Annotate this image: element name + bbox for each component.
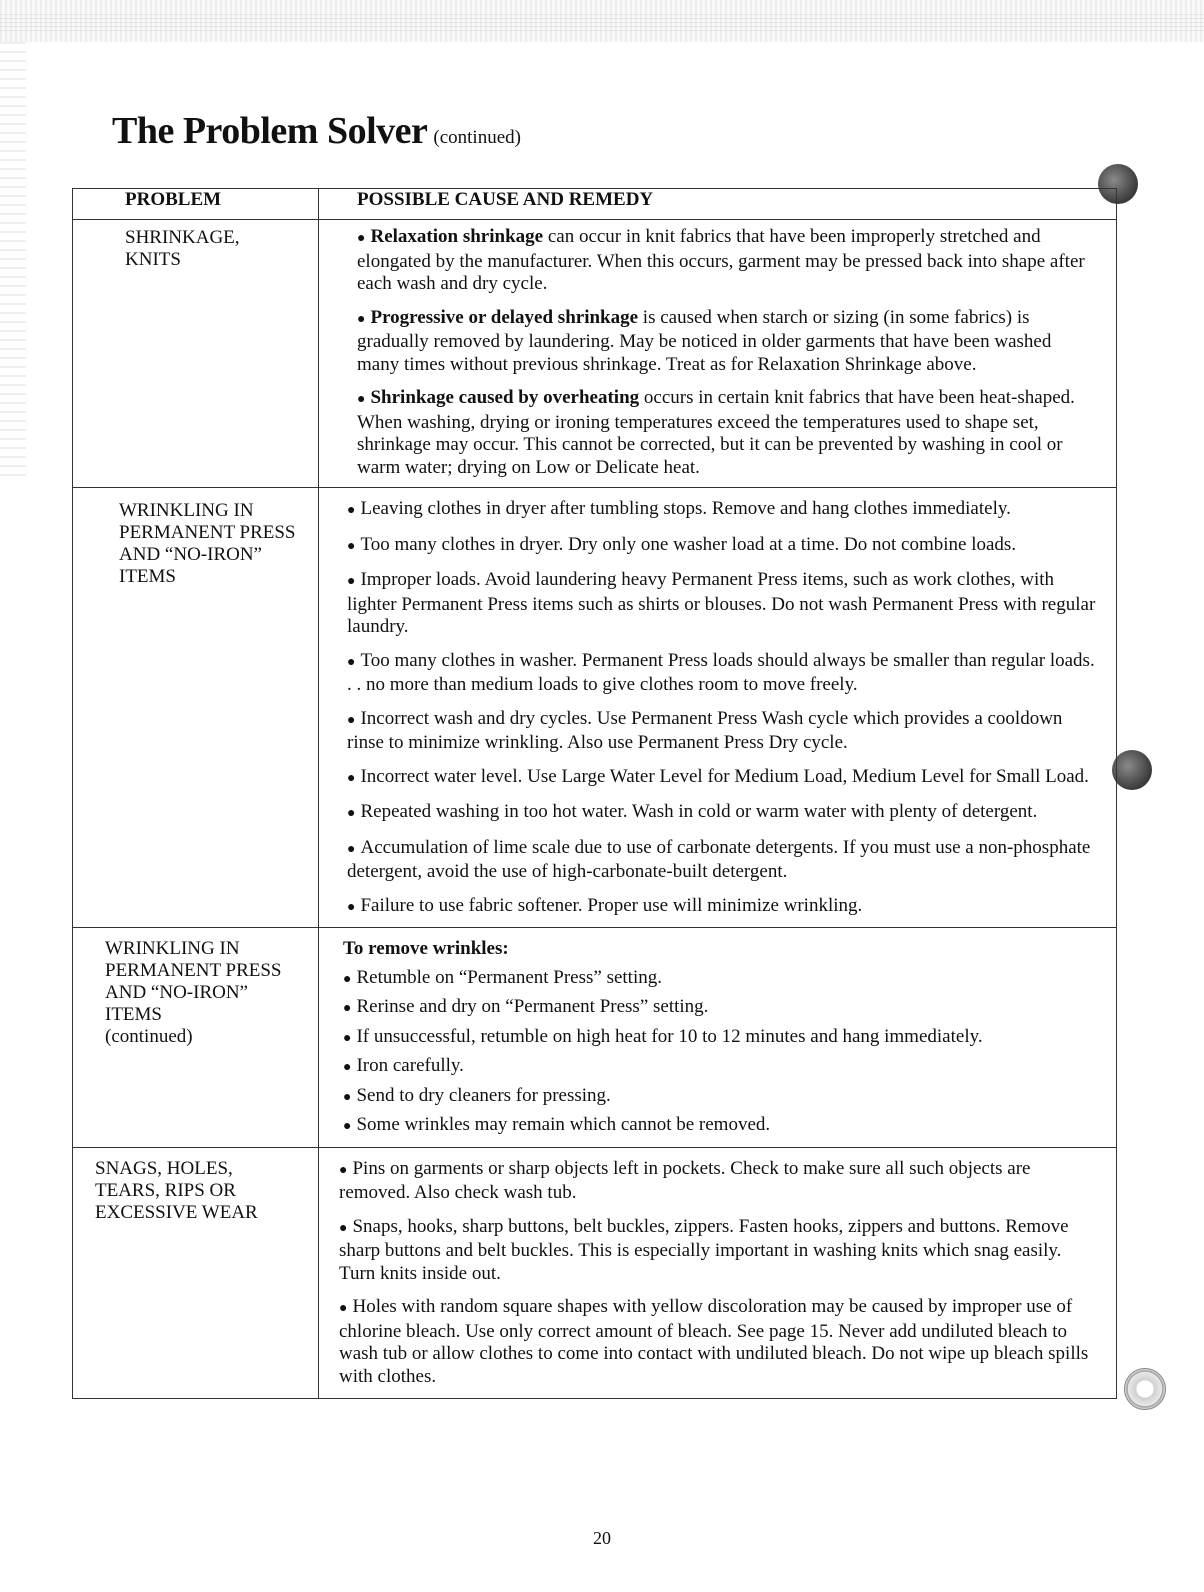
problem-line: SHRINKAGE,	[125, 227, 240, 248]
page-title	[112, 112, 521, 150]
remedy-item: ● Improper loads. Avoid laundering heavy Permanent Press items, such as work clothes, with lighter Permanent Press items such as shirts or blouses. Do not wash Permanent Press with regular laundry.	[347, 569, 1096, 637]
problem-line: AND “NO-IRON”	[105, 982, 248, 1003]
remedy-item-bold: Progressive or delayed shrinkage	[370, 306, 639, 328]
problem-cell	[73, 220, 319, 488]
scan-artifact-left	[0, 42, 26, 482]
remedy-item-bold: Shrinkage caused by overheating	[370, 387, 640, 408]
remedy-item: ● Leaving clothes in dryer after tumbling stops. Remove and hang clothes immediately.	[347, 498, 1011, 519]
punch-hole-middle	[1112, 750, 1152, 790]
problem-line: PERMANENT PRESS	[119, 522, 296, 543]
remedy-step: ● Iron carefully.	[343, 1055, 464, 1076]
problem-line: TEARS, RIPS OR	[95, 1179, 236, 1201]
header-problem: PROBLEM	[73, 189, 319, 220]
problem-cell	[73, 928, 319, 1148]
remedy-cell	[319, 488, 1117, 928]
remedy-item-text: Incorrect water level. Use Large Water Level for Medium Load, Medium Level for Small Load.	[360, 765, 1089, 787]
remedy-item: ● Failure to use fabric softener. Proper use will minimize wrinkling.	[347, 894, 863, 916]
remedy-item-text: occurs in certain knit fabrics that have been heat-shaped. When washing, drying or ironing temperatures exceed the temperatures used to shape set, shrinkage may occur. This cannot be corrected, but it can be prevented by washing in cool or warm water; drying on Low or Delicate heat.	[357, 387, 1075, 478]
remedy-item: ● Pins on garments or sharp objects left in pockets. Check to make sure all such objects are removed. Also check wash tub.	[339, 1157, 1031, 1203]
remedy-item: ● Accumulation of lime scale due to use of carbonate detergents. If you must use a non-phosphate detergent, avoid the use of high-carbonate-built detergent.	[347, 836, 1091, 882]
remedy-item: ● Progressive or delayed shrinkage is caused when starch or sizing (in some fabrics) is gradually removed by laundering. May be noticed in older garments that have been washed many times without previous shrinkage. Treat as for Relaxation Shrinkage above.	[357, 306, 1052, 375]
remedy-item-text: Pins on garments or sharp objects left in pockets. Check to make sure all such objects are removed. Also check wash tub.	[339, 1157, 1031, 1203]
problem-solver-table	[72, 188, 1117, 1399]
punch-hole-bottom	[1124, 1368, 1166, 1410]
remedy-item-text: Holes with random square shapes with yellow discoloration may be caused by improper use of chlorine bleach. Use only correct amount of bleach. See page 15. Never add undiluted bleach to wash tub or allow clothes to come into contact with undiluted bleach. Do not wipe up bleach spills with clothes.	[339, 1296, 1089, 1387]
remedy-step-text: Iron carefully.	[356, 1055, 464, 1076]
remedy-item-text: Too many clothes in washer. Permanent Press loads should always be smaller than regular loads. . . no more than medium loads to give clothes room to move freely.	[347, 649, 1095, 695]
remedy-step-text: If unsuccessful, retumble on high heat for 10 to 12 minutes and hang immediately.	[356, 1025, 983, 1047]
remedy-item-text: Repeated washing in too hot water. Wash in cold or warm water with plenty of detergent.	[360, 801, 1038, 822]
remedy-step: ● Retumble on “Permanent Press” setting.	[343, 966, 662, 988]
remedy-step: ● Some wrinkles may remain which cannot be removed.	[343, 1114, 771, 1135]
table-row	[73, 220, 1117, 488]
remedy-item-bold: Relaxation shrinkage	[370, 226, 544, 247]
problem-line: WRINKLING IN	[119, 500, 254, 521]
table-row	[73, 1147, 1117, 1399]
page-title-text: The Problem Solver	[112, 110, 428, 152]
table-row	[73, 928, 1117, 1148]
remedy-item: ● Incorrect water level. Use Large Water Level for Medium Load, Medium Level for Small Load.	[347, 765, 1089, 787]
problem-line: EXCESSIVE WEAR	[95, 1201, 258, 1223]
problem-line: KNITS	[125, 249, 181, 270]
remedy-item-text: can occur in knit fabrics that have been improperly stretched and elongated by the manufacturer. When this occurs, garment may be pressed back into shape after each wash and dry cycle.	[357, 226, 1085, 294]
remedy-item-text: Snaps, hooks, sharp buttons, belt buckles, zippers. Fasten hooks, zippers and buttons. Remove sharp buttons and belt buckles. This is especially important in washing knits which snag easily. Turn knits inside out.	[339, 1215, 1069, 1284]
remedy-cell	[319, 928, 1117, 1148]
remedy-step: ● Send to dry cleaners for pressing.	[343, 1084, 611, 1106]
problem-line: ITEMS	[119, 566, 176, 587]
remedy-cell	[319, 220, 1117, 488]
table-row	[73, 488, 1117, 928]
problem-line: PERMANENT PRESS	[105, 960, 282, 981]
problem-line: WRINKLING IN	[105, 938, 240, 959]
remedy-step-text: Retumble on “Permanent Press” setting.	[356, 966, 662, 988]
remedy-item-text: Leaving clothes in dryer after tumbling stops. Remove and hang clothes immediately.	[360, 498, 1011, 519]
remedy-item: ● Shrinkage caused by overheating occurs in certain knit fabrics that have been heat-shaped. When washing, drying or ironing temperatures exceed the temperatures used to shape set, shrinkage may occur. This cannot be corrected, but it can be prevented by washing in cool or warm water; drying on Low or Delicate heat.	[357, 387, 1075, 478]
remedy-item-text: Incorrect wash and dry cycles. Use Permanent Press Wash cycle which provides a cooldown rinse to minimize wrinkling. Also use Permanent Press Dry cycle.	[347, 707, 1063, 753]
remedy-step: ● If unsuccessful, retumble on high heat for 10 to 12 minutes and hang immediately.	[343, 1025, 983, 1047]
remedy-step: ● Rerinse and dry on “Permanent Press” setting.	[343, 996, 709, 1017]
remedy-step-text: Some wrinkles may remain which cannot be removed.	[356, 1114, 771, 1135]
remedy-step-text: Rerinse and dry on “Permanent Press” setting.	[356, 996, 709, 1017]
remedy-item: ● Too many clothes in washer. Permanent Press loads should always be smaller than regular loads. . . no more than medium loads to give clothes room to move freely.	[347, 649, 1095, 695]
problem-line: ITEMS	[105, 1004, 162, 1025]
table-header-row	[73, 189, 1117, 220]
remedy-item-text: Failure to use fabric softener. Proper use will minimize wrinkling.	[360, 894, 863, 916]
remedy-item-text: Too many clothes in dryer. Dry only one washer load at a time. Do not combine loads.	[360, 533, 1017, 555]
remedy-item-text: is caused when starch or sizing (in some fabrics) is gradually removed by laundering. May be noticed in older garments that have been washed many times without previous shrinkage. Treat as for Relaxation Shrinkage above.	[357, 306, 1052, 375]
scan-artifact-top	[0, 0, 1204, 42]
page-title-subtitle: (continued)	[433, 127, 521, 148]
problem-note: (continued)	[105, 1026, 193, 1047]
remedy-item: ● Repeated washing in too hot water. Wash in cold or warm water with plenty of detergent.	[347, 801, 1038, 822]
remedy-item: ● Too many clothes in dryer. Dry only one washer load at a time. Do not combine loads.	[347, 533, 1017, 555]
problem-line: SNAGS, HOLES,	[95, 1157, 233, 1179]
remedy-item: ● Relaxation shrinkage can occur in knit fabrics that have been improperly stretched and elongated by the manufacturer. When this occurs, garment may be pressed back into shape after each wash and dry cycle.	[357, 226, 1085, 294]
remedy-item: ● Holes with random square shapes with yellow discoloration may be caused by improper use of chlorine bleach. Use only correct amount of bleach. See page 15. Never add undiluted bleach to wash tub or allow clothes to come into contact with undiluted bleach. Do not wipe up bleach spills with clothes.	[339, 1296, 1089, 1387]
remedy-item-text: Accumulation of lime scale due to use of carbonate detergents. If you must use a non-phosphate detergent, avoid the use of high-carbonate-built detergent.	[347, 836, 1091, 882]
remedy-cell	[319, 1147, 1117, 1399]
remedy-step-text: Send to dry cleaners for pressing.	[356, 1084, 611, 1106]
problem-cell	[73, 1147, 319, 1399]
remedy-title: To remove wrinkles:	[343, 938, 509, 959]
page-number: 20	[593, 1528, 611, 1548]
problem-cell	[73, 488, 319, 928]
remedy-item: ● Incorrect wash and dry cycles. Use Permanent Press Wash cycle which provides a cooldown rinse to minimize wrinkling. Also use Permanent Press Dry cycle.	[347, 707, 1063, 753]
remedy-item: ● Snaps, hooks, sharp buttons, belt buckles, zippers. Fasten hooks, zippers and buttons. Remove sharp buttons and belt buckles. This is especially important in washing knits which snag easily. Turn knits inside out.	[339, 1215, 1069, 1284]
problem-line: AND “NO-IRON”	[119, 544, 262, 565]
remedy-item-text: Improper loads. Avoid laundering heavy Permanent Press items, such as work clothes, with lighter Permanent Press items such as shirts or blouses. Do not wash Permanent Press with regular laundry.	[347, 569, 1096, 637]
header-remedy: POSSIBLE CAUSE AND REMEDY	[319, 189, 1117, 220]
